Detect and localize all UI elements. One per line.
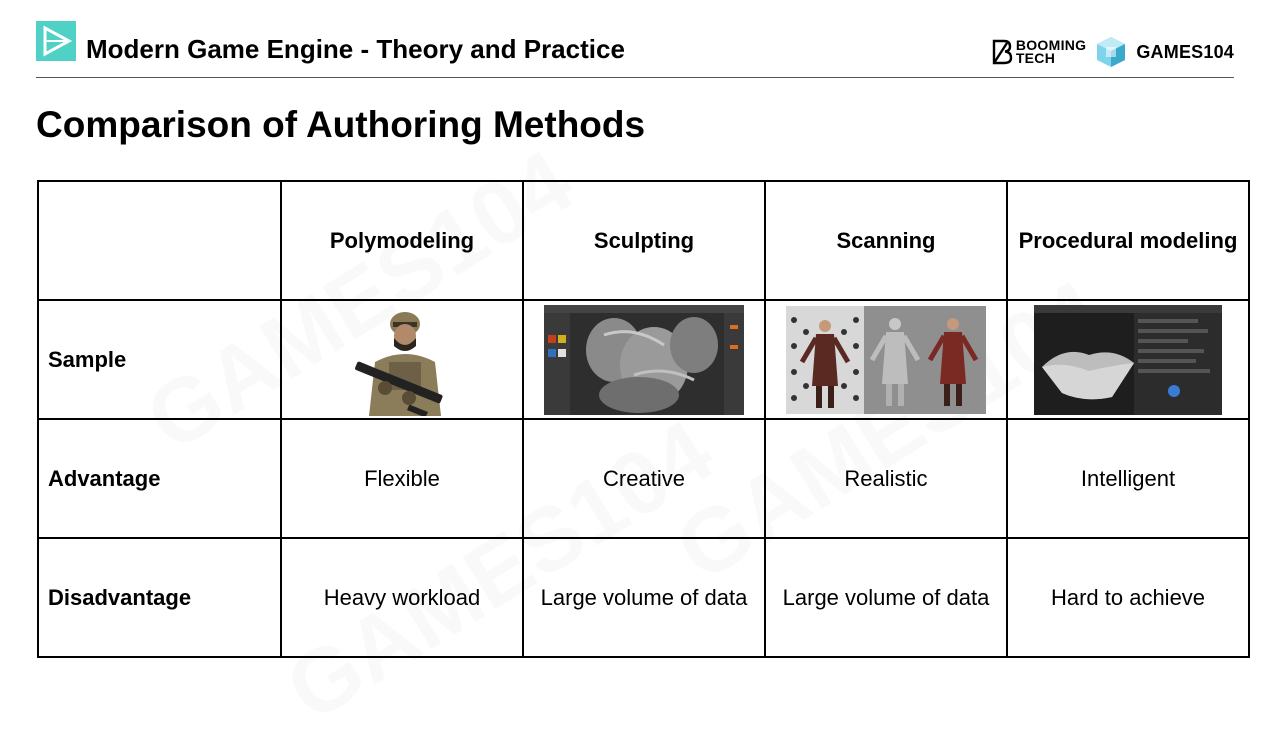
comparison-table	[37, 180, 1250, 658]
booming-b-icon	[991, 39, 1013, 65]
brand-booming-text: BOOMING	[1015, 37, 1087, 53]
body-scanning-rig-photo	[786, 306, 986, 414]
sample-cell-scanning	[765, 300, 1007, 419]
course-title: Modern Game Engine - Theory and Practice	[86, 34, 625, 64]
table-corner-cell	[38, 181, 281, 300]
table-row	[38, 300, 1249, 419]
slide-header	[36, 20, 1236, 78]
sample-cell-procedural-modeling	[1007, 300, 1249, 419]
row-label-disadvantage: Disadvantage	[38, 538, 281, 657]
table-cell: Intelligent	[1007, 419, 1249, 538]
column-header-sculpting: Sculpting	[523, 181, 765, 300]
table-cell: Large volume of data	[523, 538, 765, 657]
soldier-character-image	[347, 304, 457, 416]
table-row	[38, 419, 1249, 538]
table-cell: Creative	[523, 419, 765, 538]
booming-tech-logo	[991, 39, 1087, 65]
column-header-procedural-modeling: Procedural modeling	[1007, 181, 1249, 300]
games-cube-icon	[1096, 36, 1126, 68]
slide-title: Comparison of Authoring Methods	[36, 104, 646, 145]
sample-cell-polymodeling	[281, 300, 523, 419]
table-cell: Hard to achieve	[1007, 538, 1249, 657]
column-header-scanning: Scanning	[765, 181, 1007, 300]
brand-tech-text: TECH	[1015, 50, 1056, 66]
table-row	[38, 538, 1249, 657]
sculpting-software-screenshot	[544, 305, 744, 415]
column-header-polymodeling: Polymodeling	[281, 181, 523, 300]
brand-logos	[991, 36, 1234, 68]
table-header-row	[38, 181, 1249, 300]
row-label-advantage: Advantage	[38, 419, 281, 538]
brand-games-text: GAMES104	[1136, 41, 1234, 62]
table-cell: Heavy workload	[281, 538, 523, 657]
table-cell: Flexible	[281, 419, 523, 538]
table-cell: Realistic	[765, 419, 1007, 538]
header-divider	[36, 77, 1234, 78]
row-label-sample: Sample	[38, 300, 281, 419]
course-logo-icon	[36, 21, 76, 61]
table-cell: Large volume of data	[765, 538, 1007, 657]
procedural-terrain-screenshot	[1034, 305, 1222, 415]
sample-cell-sculpting	[523, 300, 765, 419]
